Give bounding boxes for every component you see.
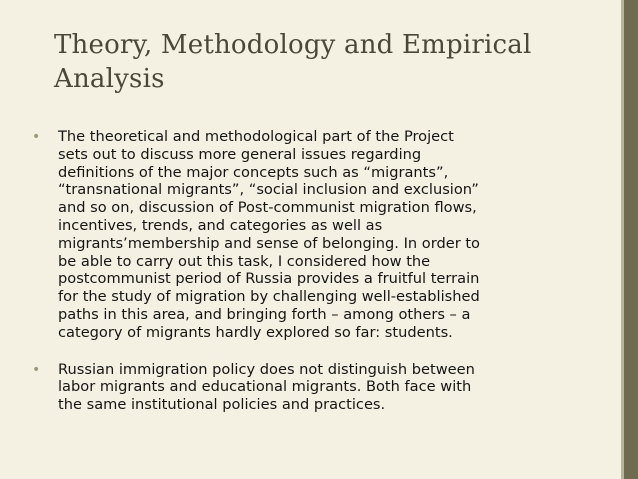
- right-accent-bar: [624, 0, 638, 479]
- bullet-text-line: and so on, discussion of Post-communist migration flows,: [58, 199, 477, 217]
- bullet-text-line: postcommunist period of Russia provides a fruitful terrain: [58, 270, 480, 288]
- bullet-text-line: “transnational migrants”, “social inclusion and exclusion”: [58, 181, 479, 199]
- title-line-2: Analysis: [54, 64, 165, 94]
- bullet-text-line: category of migrants hardly explored so far: students.: [58, 323, 453, 341]
- bullet-text-line: The theoretical and methodological part of the Project: [58, 128, 454, 145]
- bullet-marker: •: [32, 361, 41, 378]
- bullet-text-line: incentives, trends, and categories as well as: [58, 216, 383, 234]
- bullet-text-line: for the study of migration by challenging well-established: [58, 288, 480, 306]
- bullet-item-policy: [32, 361, 562, 414]
- title-line-1: Theory, Methodology and Empirical: [54, 30, 532, 60]
- bullet-text-line: Russian immigration policy does not distinguish between: [58, 360, 475, 378]
- bullet-text-line: definitions of the major concepts such as “migrants”,: [58, 163, 449, 181]
- bullet-list: [32, 128, 562, 414]
- bullet-text-line: paths in this area, and bringing forth – among others – a: [58, 305, 471, 323]
- bullet-item-theory: [32, 128, 562, 342]
- bullet-text-line: the same institutional policies and practices.: [58, 396, 386, 414]
- bullet-marker: •: [32, 129, 41, 145]
- bullet-text-line: sets out to discuss more general issues regarding: [58, 145, 422, 163]
- bullet-text-line: be able to carry out this task, I considered how the: [58, 252, 431, 270]
- slide-title: [54, 28, 594, 96]
- bullet-text-line: migrants’membership and sense of belonging. In order to: [58, 234, 480, 252]
- bullet-text-line: labor migrants and educational migrants. Both face with: [58, 378, 472, 396]
